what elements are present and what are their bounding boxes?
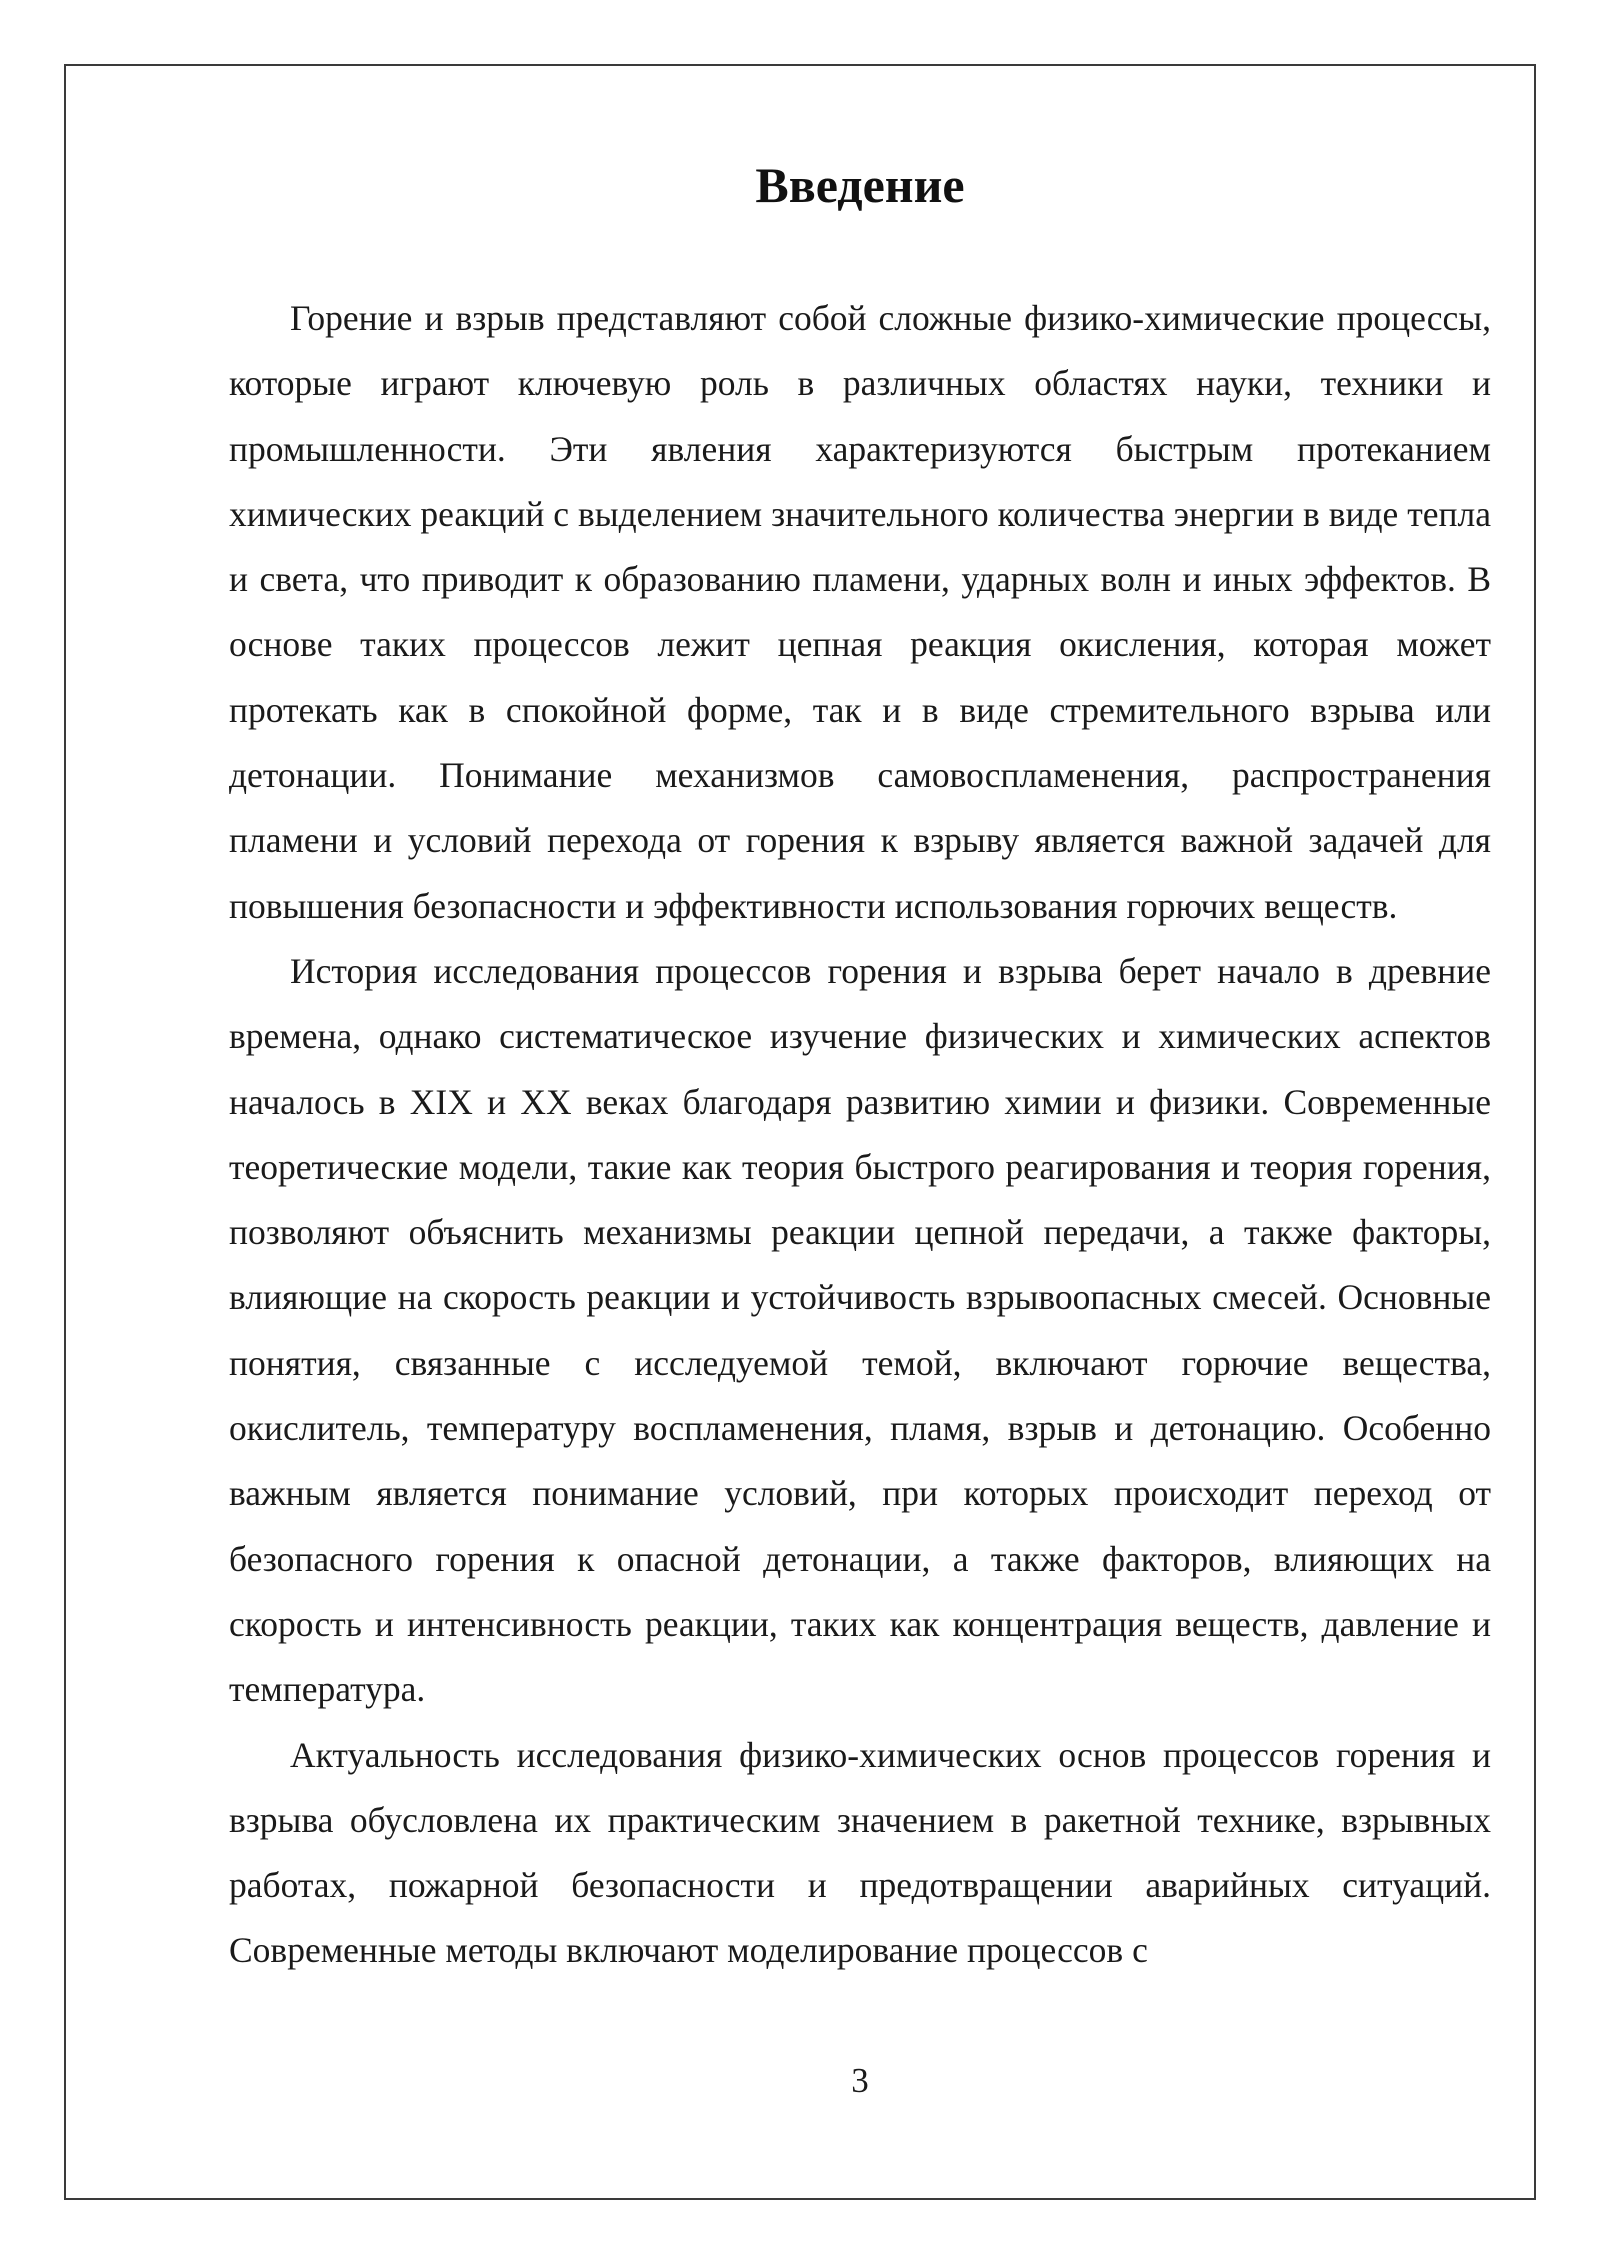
paragraph-2: История исследования процессов горения и взрыва берет начало в древние времена, однако систематическое изучение физических и химических аспектов началось в XIX и XX веках благодаря развитию химии и физики. Современные теоретические модели, такие как теория быстрого реагирования и теория горения, позволяют объяснить механизмы реакции цепной передачи, а также факторы, влияющие на скорость реакции и устойчивость взрывоопасных смесей. Основные понятия, связанные с исследуемой темой, включают горючие вещества, окислитель, температуру воспламенения, пламя, взрыв и детонацию. Особенно важным является понимание условий, при которых происходит переход от безопасного горения к опасной детонации, а также факторов, влияющих на скорость и интенсивность реакции, таких как концентрация веществ, давление и температура.	[229, 950, 1491, 1710]
document-body	[229, 286, 1491, 1984]
page-title: Введение	[755, 157, 965, 213]
page-number: 3	[851, 2061, 869, 2100]
paragraph-3: Актуальность исследования физико-химических основ процессов горения и взрыва обусловлена их практическим значением в ракетной технике, взрывных работах, пожарной безопасности и предотвращении аварийных ситуаций. Современные методы включают моделирование процессов с	[229, 1734, 1491, 1971]
paragraph-1: Горение и взрыв представляют собой сложные физико-химические процессы, которые играют ключевую роль в различных областях науки, техники и промышленности. Эти явления характеризуются быстрым протеканием химических реакций с выделением значительного количества энергии в виде тепла и света, что приводит к образованию пламени, ударных волн и иных эффектов. В основе таких процессов лежит цепная реакция окисления, которая может протекать как в спокойной форме, так и в виде стремительного взрыва или детонации. Понимание механизмов самовоспламенения, распространения пламени и условий перехода от горения к взрыву является важной задачей для повышения безопасности и эффективности использования горючих веществ.	[229, 298, 1491, 926]
